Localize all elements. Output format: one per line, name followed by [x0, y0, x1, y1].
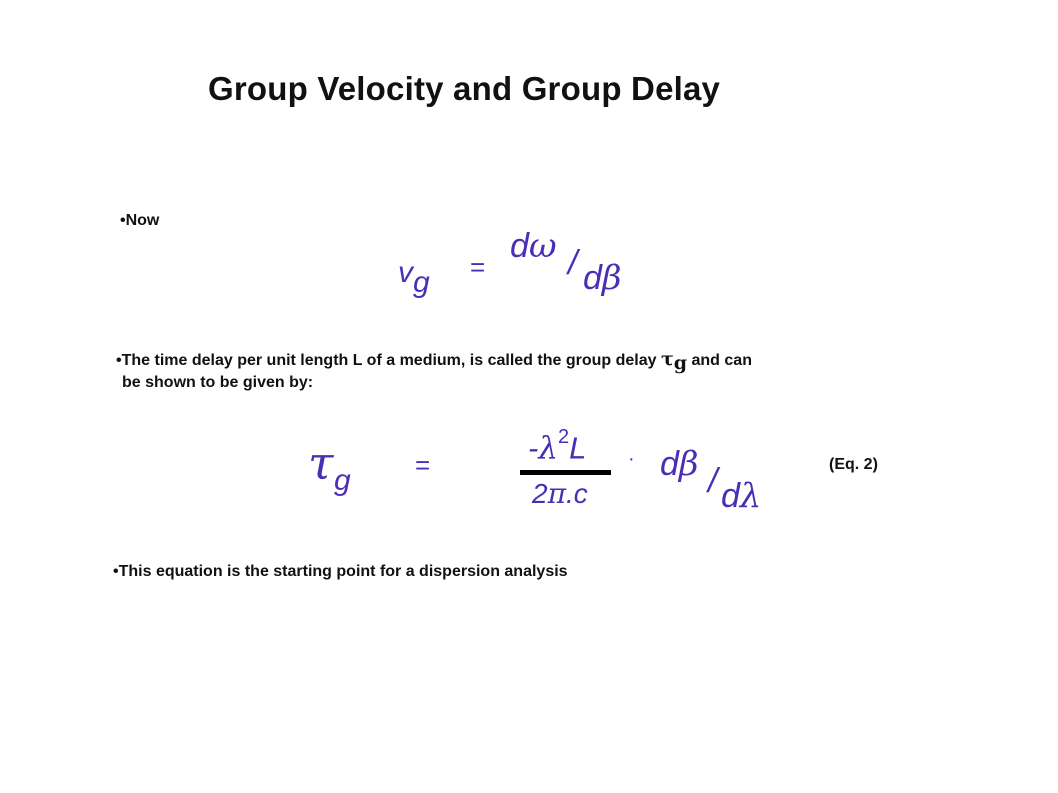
lambda-symbol: λ [739, 476, 762, 516]
equation1-denominator [583, 258, 622, 298]
equation2-denominator-prefix: 2 [532, 478, 548, 509]
bullet-group-delay [116, 350, 752, 392]
equation1-lhs [398, 256, 430, 299]
bullet-now: •Now [120, 212, 160, 229]
tau-inline-symbol: τ [660, 348, 674, 370]
equation1-lhs-subscript: g [413, 266, 430, 299]
equation2-numerator-exponent: 2 [557, 426, 570, 448]
tau-inline-subscript: g [673, 352, 688, 375]
equation1-slash: / [568, 244, 578, 282]
equation2-derivative-denominator [721, 476, 761, 516]
equation1-numerator [510, 226, 557, 266]
equation1-lhs-symbol: v [398, 256, 413, 289]
equation2-derivative-numerator [660, 444, 699, 484]
multiply-dot: · [628, 448, 635, 470]
beta-symbol: β [601, 258, 622, 298]
equation2-derivative-numerator-d: d [660, 445, 679, 483]
equation2-slash: / [708, 462, 718, 500]
equation2-equals: = [415, 450, 431, 480]
equation2-numerator-prefix: - [528, 430, 539, 466]
equation2-tau-symbol: τ [308, 436, 334, 490]
beta-symbol: β [678, 444, 699, 484]
bullet-group-delay-line2: be shown to be given by: [122, 374, 314, 392]
omega-symbol: ω [528, 226, 557, 266]
equation2-tau-subscript: g [334, 464, 351, 497]
equation2-derivative-denominator-d: d [721, 477, 740, 515]
bullet-group-delay-prefix: •The time delay per unit length L of a medium, is called the group delay [116, 352, 661, 369]
equation2-fraction-numerator [528, 426, 587, 467]
slide-title: Group Velocity and Group Delay [208, 70, 721, 107]
pi-symbol: π [547, 477, 566, 510]
equation2-numerator-suffix: L [569, 430, 587, 466]
equation2-denominator-suffix: .c [565, 478, 588, 509]
bullet-dispersion-analysis: •This equation is the starting point for a dispersion analysis [113, 563, 568, 580]
equation-label: (Eq. 2) [829, 456, 878, 473]
equation2-fraction-denominator [532, 477, 588, 510]
lambda-symbol: λ [538, 430, 558, 467]
equation1-denominator-d: d [583, 259, 602, 297]
fraction-bar [520, 470, 611, 475]
bullet-group-delay-suffix: and can [687, 352, 752, 369]
equation1-numerator-d: d [510, 227, 529, 265]
equation1-equals: = [470, 252, 486, 282]
